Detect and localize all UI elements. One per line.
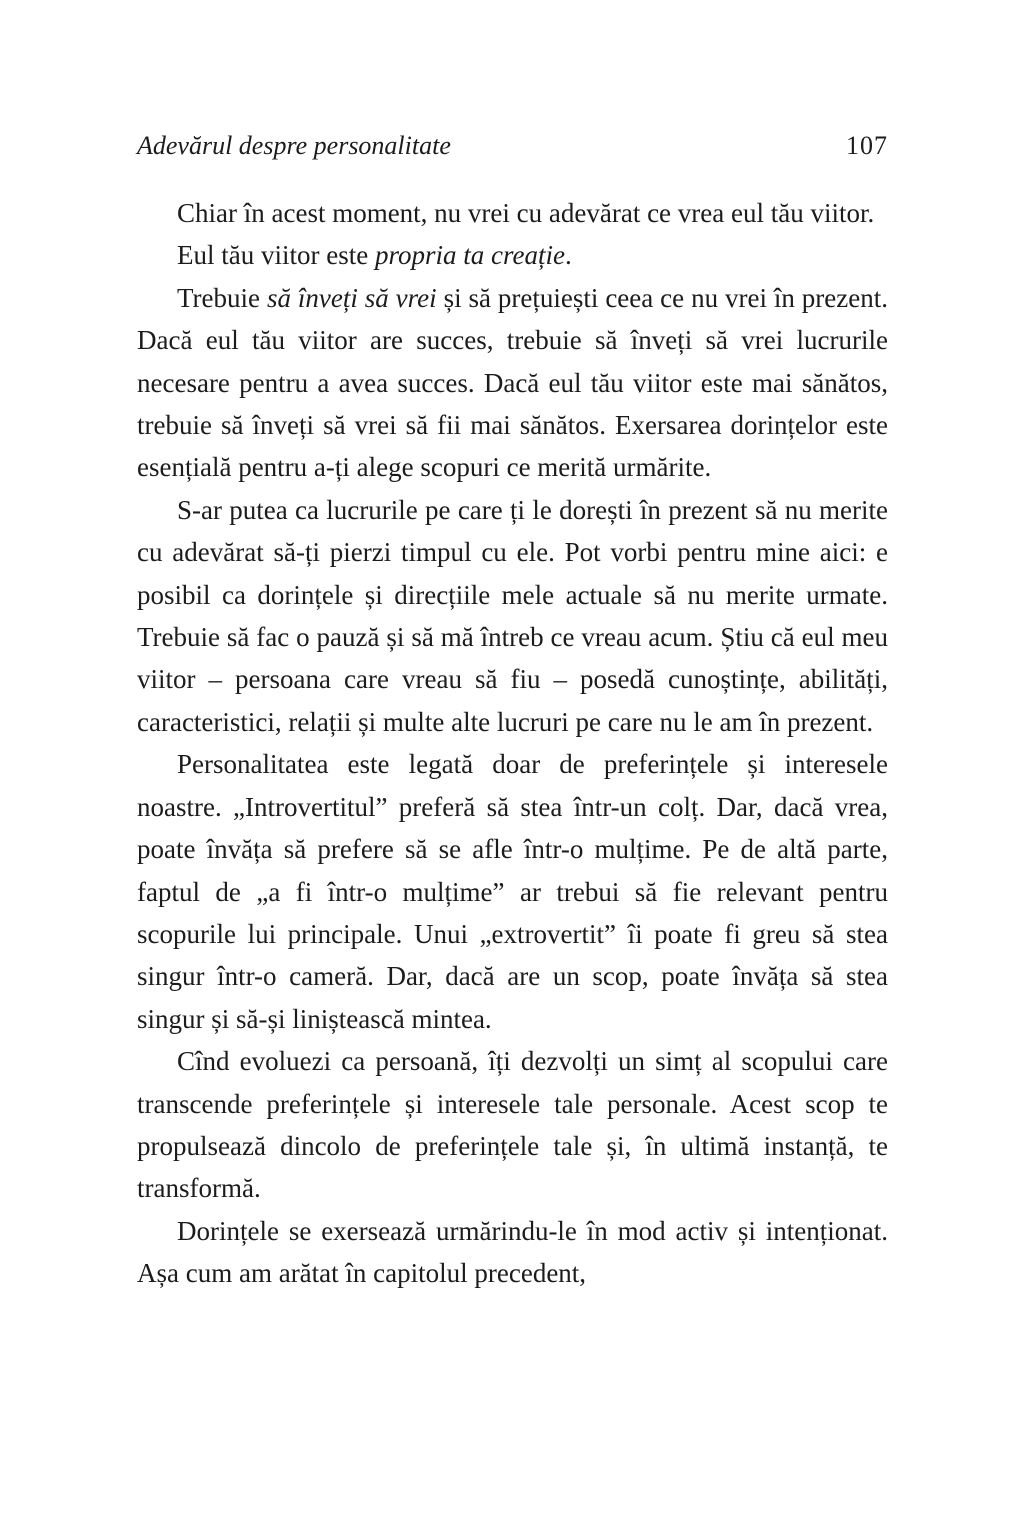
paragraph [137, 1040, 888, 1210]
italic-text-run: propria ta creație [374, 240, 565, 271]
page-header [137, 131, 888, 161]
text-run: Personalitatea este legată doar de preferințele și interesele noastre. „Introvertitul” preferă să stea într-un colț. Dar, dacă vrea, poate învăța să prefere să se afle într-o mulțime. Pe de altă parte, faptul de „a fi într-o mulțime” ar trebui să fie relevant pentru scopurile lui principale. Unui „extrovertit” îi poate fi greu să stea singur într-o cameră. Dar, dacă are un scop, poate învăța să stea singur și să-și liniștească mintea. [137, 749, 888, 1034]
running-head: Adevărul despre personalitate [137, 131, 451, 160]
text-run: Trebuie [177, 282, 267, 313]
text-run: Chiar în acest moment, nu vrei cu adevărat ce vrea eul tău viitor. [177, 198, 875, 228]
paragraph [137, 277, 888, 489]
text-run: S-ar putea ca lucrurile pe care ți le dorești în prezent să nu merite cu adevărat să-ți pierzi timpul cu ele. Pot vorbi pentru mine aici: e posibil ca dorințele și direcțiile mele actuale să nu merite urmate. Trebuie să fac o pauză și să mă întreb ce vreau acum. Știu că eul meu viitor – persoana care vreau să fiu – posedă cunoștințe, abilități, caracteristici, relații și multe alte lucruri pe care nu le am în prezent. [137, 494, 888, 737]
italic-text-run: să înveți să vrei [266, 282, 437, 313]
text-run: Dorințele se exersează urmărindu-le în mod activ și intenționat. Așa cum am arătat în capitolul precedent, [137, 1215, 888, 1289]
paragraph [137, 1210, 888, 1295]
paragraph [137, 192, 888, 234]
paragraph [137, 743, 888, 1040]
page-number: 107 [846, 131, 888, 160]
text-run: Eul tău viitor este [177, 240, 375, 271]
paragraph [137, 234, 888, 276]
page-body [137, 192, 888, 1295]
paragraph [137, 489, 888, 743]
text-run: și să prețuiești ceea ce nu vrei în prezent. Dacă eul tău viitor are succes, trebuie să înveți să vrei lucrurile necesare pentru a avea succes. Dacă eul tău viitor este mai sănătos, trebuie să înveți să vrei să fii mai sănătos. Exersarea dorințelor este esențială pentru a-ți alege scopuri ce merită urmărite. [137, 282, 888, 483]
text-run: Cînd evoluezi ca persoană, îți dezvolți un simț al scopului care transcende preferințele și interesele tale personale. Acest scop te propulsează dincolo de preferințele tale și, în ultimă instanță, te transformă. [137, 1046, 888, 1204]
text-run: . [564, 240, 572, 271]
